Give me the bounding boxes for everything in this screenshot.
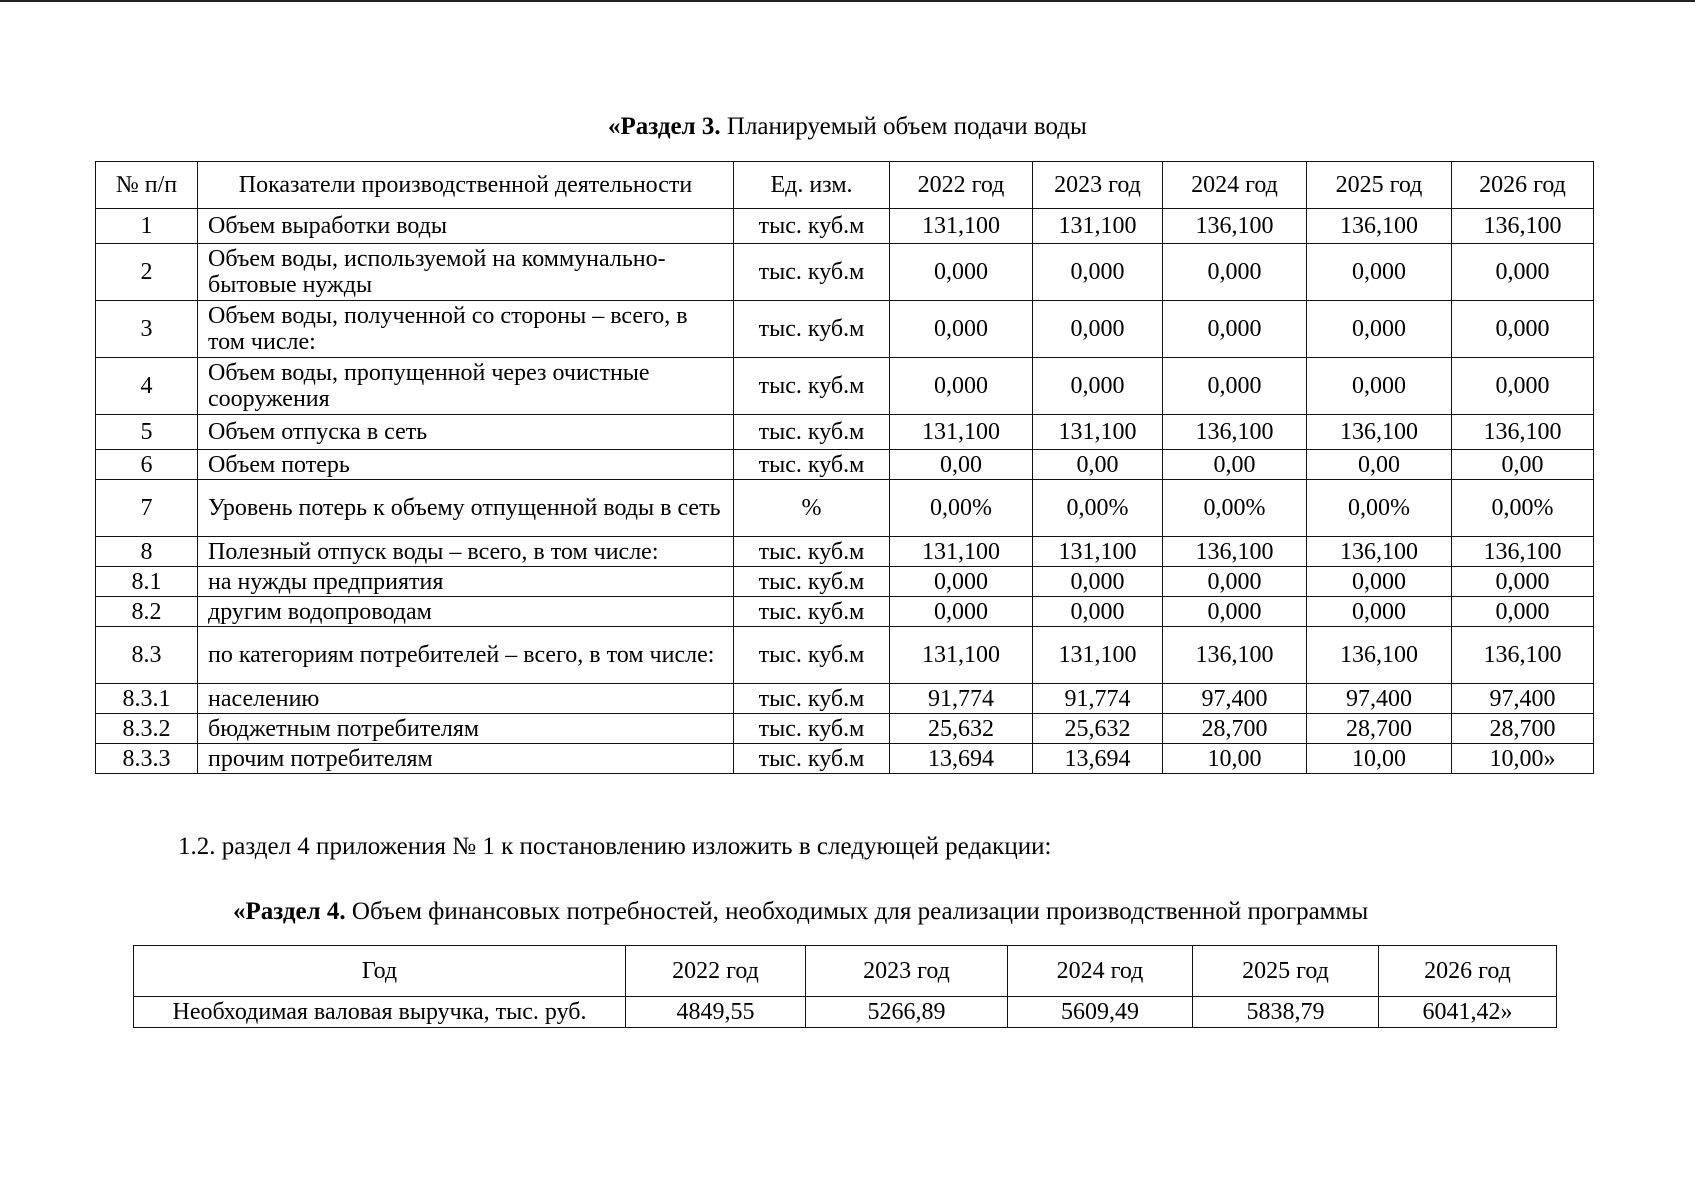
cell-2022: 0,000 [890,358,1033,415]
cell-2024: 136,100 [1163,415,1307,450]
row-unit: тыс. куб.м [734,684,890,714]
row-unit: тыс. куб.м [734,358,890,415]
cell-2022: 4849,55 [626,997,806,1028]
cell-2026: 0,000 [1452,358,1594,415]
cell-2025: 0,000 [1307,567,1452,597]
cell-2024: 136,100 [1163,209,1307,244]
cell-2024: 136,100 [1163,627,1307,684]
cell-2022: 131,100 [890,627,1033,684]
cell-2026: 136,100 [1452,209,1594,244]
row-num: 3 [96,301,198,358]
table-row [96,358,1594,415]
table-row [96,714,1594,744]
row-unit: тыс. куб.м [734,714,890,744]
cell-2022: 0,000 [890,597,1033,627]
row-unit: тыс. куб.м [734,415,890,450]
row-unit: тыс. куб.м [734,209,890,244]
header-2022: 2022 год [890,162,1033,209]
cell-2026: 0,000 [1452,567,1594,597]
cell-2023: 0,000 [1033,597,1163,627]
cell-2022: 91,774 [890,684,1033,714]
header-2025: 2025 год [1307,162,1452,209]
cell-2023: 131,100 [1033,209,1163,244]
cell-2024: 5609,49 [1008,997,1193,1028]
cell-2024: 0,000 [1163,567,1307,597]
row-indicator: Объем воды, полученной со стороны – всего, в том числе: [198,301,734,358]
row-num: 8.1 [96,567,198,597]
cell-2025: 136,100 [1307,415,1452,450]
header-num: № п/п [96,162,198,209]
cell-2025: 0,00% [1307,480,1452,537]
row-indicator: Уровень потерь к объему отпущенной воды в сеть [198,480,734,537]
header-2026: 2026 год [1452,162,1594,209]
cell-2025: 10,00 [1307,744,1452,774]
cell-2025: 136,100 [1307,537,1452,567]
table-row [96,567,1594,597]
row-indicator: Объем отпуска в сеть [198,415,734,450]
table-row [96,415,1594,450]
table-row [96,684,1594,714]
row-indicator: бюджетным потребителям [198,714,734,744]
cell-2025: 0,000 [1307,358,1452,415]
cell-2024: 10,00 [1163,744,1307,774]
cell-2025: 97,400 [1307,684,1452,714]
cell-2022: 0,000 [890,567,1033,597]
row-indicator: Объем воды, используемой на коммунально-бытовые нужды [198,244,734,301]
row-num: 4 [96,358,198,415]
cell-2022: 131,100 [890,415,1033,450]
header-2022: 2022 год [626,946,806,997]
cell-2025: 0,000 [1307,597,1452,627]
section3-title [608,112,1087,142]
row-num: 5 [96,415,198,450]
row-num: 8.3.2 [96,714,198,744]
cell-2023: 25,632 [1033,714,1163,744]
section3-title-text: Планируемый объем подачи воды [720,113,1087,140]
header-2023: 2023 год [806,946,1008,997]
cell-2023: 5266,89 [806,997,1008,1028]
header-2026: 2026 год [1379,946,1557,997]
row-num: 7 [96,480,198,537]
table-row [96,301,1594,358]
table-row [96,597,1594,627]
cell-2022: 25,632 [890,714,1033,744]
row-num: 8 [96,537,198,567]
row-indicator: по категориям потребителей – всего, в том числе: [198,627,734,684]
cell-2026: 0,000 [1452,597,1594,627]
header-year: Год [134,946,626,997]
cell-2024: 97,400 [1163,684,1307,714]
water-supply-table [95,161,1594,774]
cell-2022: 131,100 [890,537,1033,567]
cell-2022: 0,00 [890,450,1033,480]
row-unit: тыс. куб.м [734,301,890,358]
table-header-row [134,946,1557,997]
row-indicator: Объем выработки воды [198,209,734,244]
table-row [96,480,1594,537]
header-unit: Ед. изм. [734,162,890,209]
row-indicator: Объем потерь [198,450,734,480]
cell-2022: 0,000 [890,244,1033,301]
section4-title-text: Объем финансовых потребностей, необходимых для реализации производственной программы [345,898,1369,925]
table-row [96,244,1594,301]
header-2025: 2025 год [1193,946,1379,997]
cell-2024: 0,000 [1163,597,1307,627]
cell-2026: 28,700 [1452,714,1594,744]
cell-2025: 136,100 [1307,627,1452,684]
table-row [96,627,1594,684]
row-unit: тыс. куб.м [734,567,890,597]
table-row [96,744,1594,774]
row-indicator: другим водопроводам [198,597,734,627]
row-num: 1 [96,209,198,244]
header-2024: 2024 год [1163,162,1307,209]
row-indicator: населению [198,684,734,714]
cell-2023: 131,100 [1033,627,1163,684]
cell-2025: 0,00 [1307,450,1452,480]
cell-2026: 10,00» [1452,744,1594,774]
cell-2026: 0,000 [1452,244,1594,301]
cell-2023: 0,00% [1033,480,1163,537]
cell-2023: 0,000 [1033,244,1163,301]
header-2023: 2023 год [1033,162,1163,209]
cell-2024: 0,00% [1163,480,1307,537]
cell-2022: 131,100 [890,209,1033,244]
cell-2026: 0,00 [1452,450,1594,480]
header-2024: 2024 год [1008,946,1193,997]
cell-2023: 131,100 [1033,415,1163,450]
cell-2022: 0,000 [890,301,1033,358]
cell-2024: 0,00 [1163,450,1307,480]
table-row [96,537,1594,567]
row-indicator: на нужды предприятия [198,567,734,597]
cell-2023: 0,00 [1033,450,1163,480]
cell-2024: 136,100 [1163,537,1307,567]
cell-2022: 0,00% [890,480,1033,537]
cell-2026: 136,100 [1452,537,1594,567]
amendment-paragraph: 1.2. раздел 4 приложения № 1 к постановлению изложить в следующей редакции: [178,833,1052,860]
cell-2024: 0,000 [1163,301,1307,358]
row-num: 6 [96,450,198,480]
table-row [96,209,1594,244]
row-indicator: Объем воды, пропущенной через очистные сооружения [198,358,734,415]
cell-2024: 0,000 [1163,358,1307,415]
table-row [96,450,1594,480]
cell-2026: 97,400 [1452,684,1594,714]
cell-2023: 0,000 [1033,358,1163,415]
section4-title [233,897,1368,927]
cell-2023: 0,000 [1033,567,1163,597]
row-unit: тыс. куб.м [734,537,890,567]
header-indicator: Показатели производственной деятельности [198,162,734,209]
row-label: Необходимая валовая выручка, тыс. руб. [134,997,626,1028]
cell-2025: 0,000 [1307,244,1452,301]
cell-2025: 136,100 [1307,209,1452,244]
table-row [134,997,1557,1028]
row-unit: тыс. куб.м [734,627,890,684]
row-unit: тыс. куб.м [734,744,890,774]
cell-2026: 136,100 [1452,627,1594,684]
cell-2025: 5838,79 [1193,997,1379,1028]
row-unit: тыс. куб.м [734,450,890,480]
cell-2023: 13,694 [1033,744,1163,774]
cell-2024: 0,000 [1163,244,1307,301]
cell-2025: 0,000 [1307,301,1452,358]
cell-2026: 6041,42» [1379,997,1557,1028]
row-indicator: Полезный отпуск воды – всего, в том числе: [198,537,734,567]
top-border-line [0,0,1695,2]
cell-2024: 28,700 [1163,714,1307,744]
table-header-row [96,162,1594,209]
cell-2023: 0,000 [1033,301,1163,358]
cell-2022: 13,694 [890,744,1033,774]
row-num: 8.3.3 [96,744,198,774]
cell-2026: 0,00% [1452,480,1594,537]
section4-title-label: «Раздел 4. [233,898,346,925]
row-num: 2 [96,244,198,301]
section3-title-label: «Раздел 3. [608,113,721,140]
row-unit: тыс. куб.м [734,244,890,301]
cell-2026: 136,100 [1452,415,1594,450]
financial-needs-table [133,945,1557,1028]
cell-2023: 91,774 [1033,684,1163,714]
row-unit: тыс. куб.м [734,597,890,627]
row-unit: % [734,480,890,537]
row-num: 8.3.1 [96,684,198,714]
cell-2025: 28,700 [1307,714,1452,744]
cell-2026: 0,000 [1452,301,1594,358]
row-num: 8.3 [96,627,198,684]
row-num: 8.2 [96,597,198,627]
cell-2023: 131,100 [1033,537,1163,567]
row-indicator: прочим потребителям [198,744,734,774]
